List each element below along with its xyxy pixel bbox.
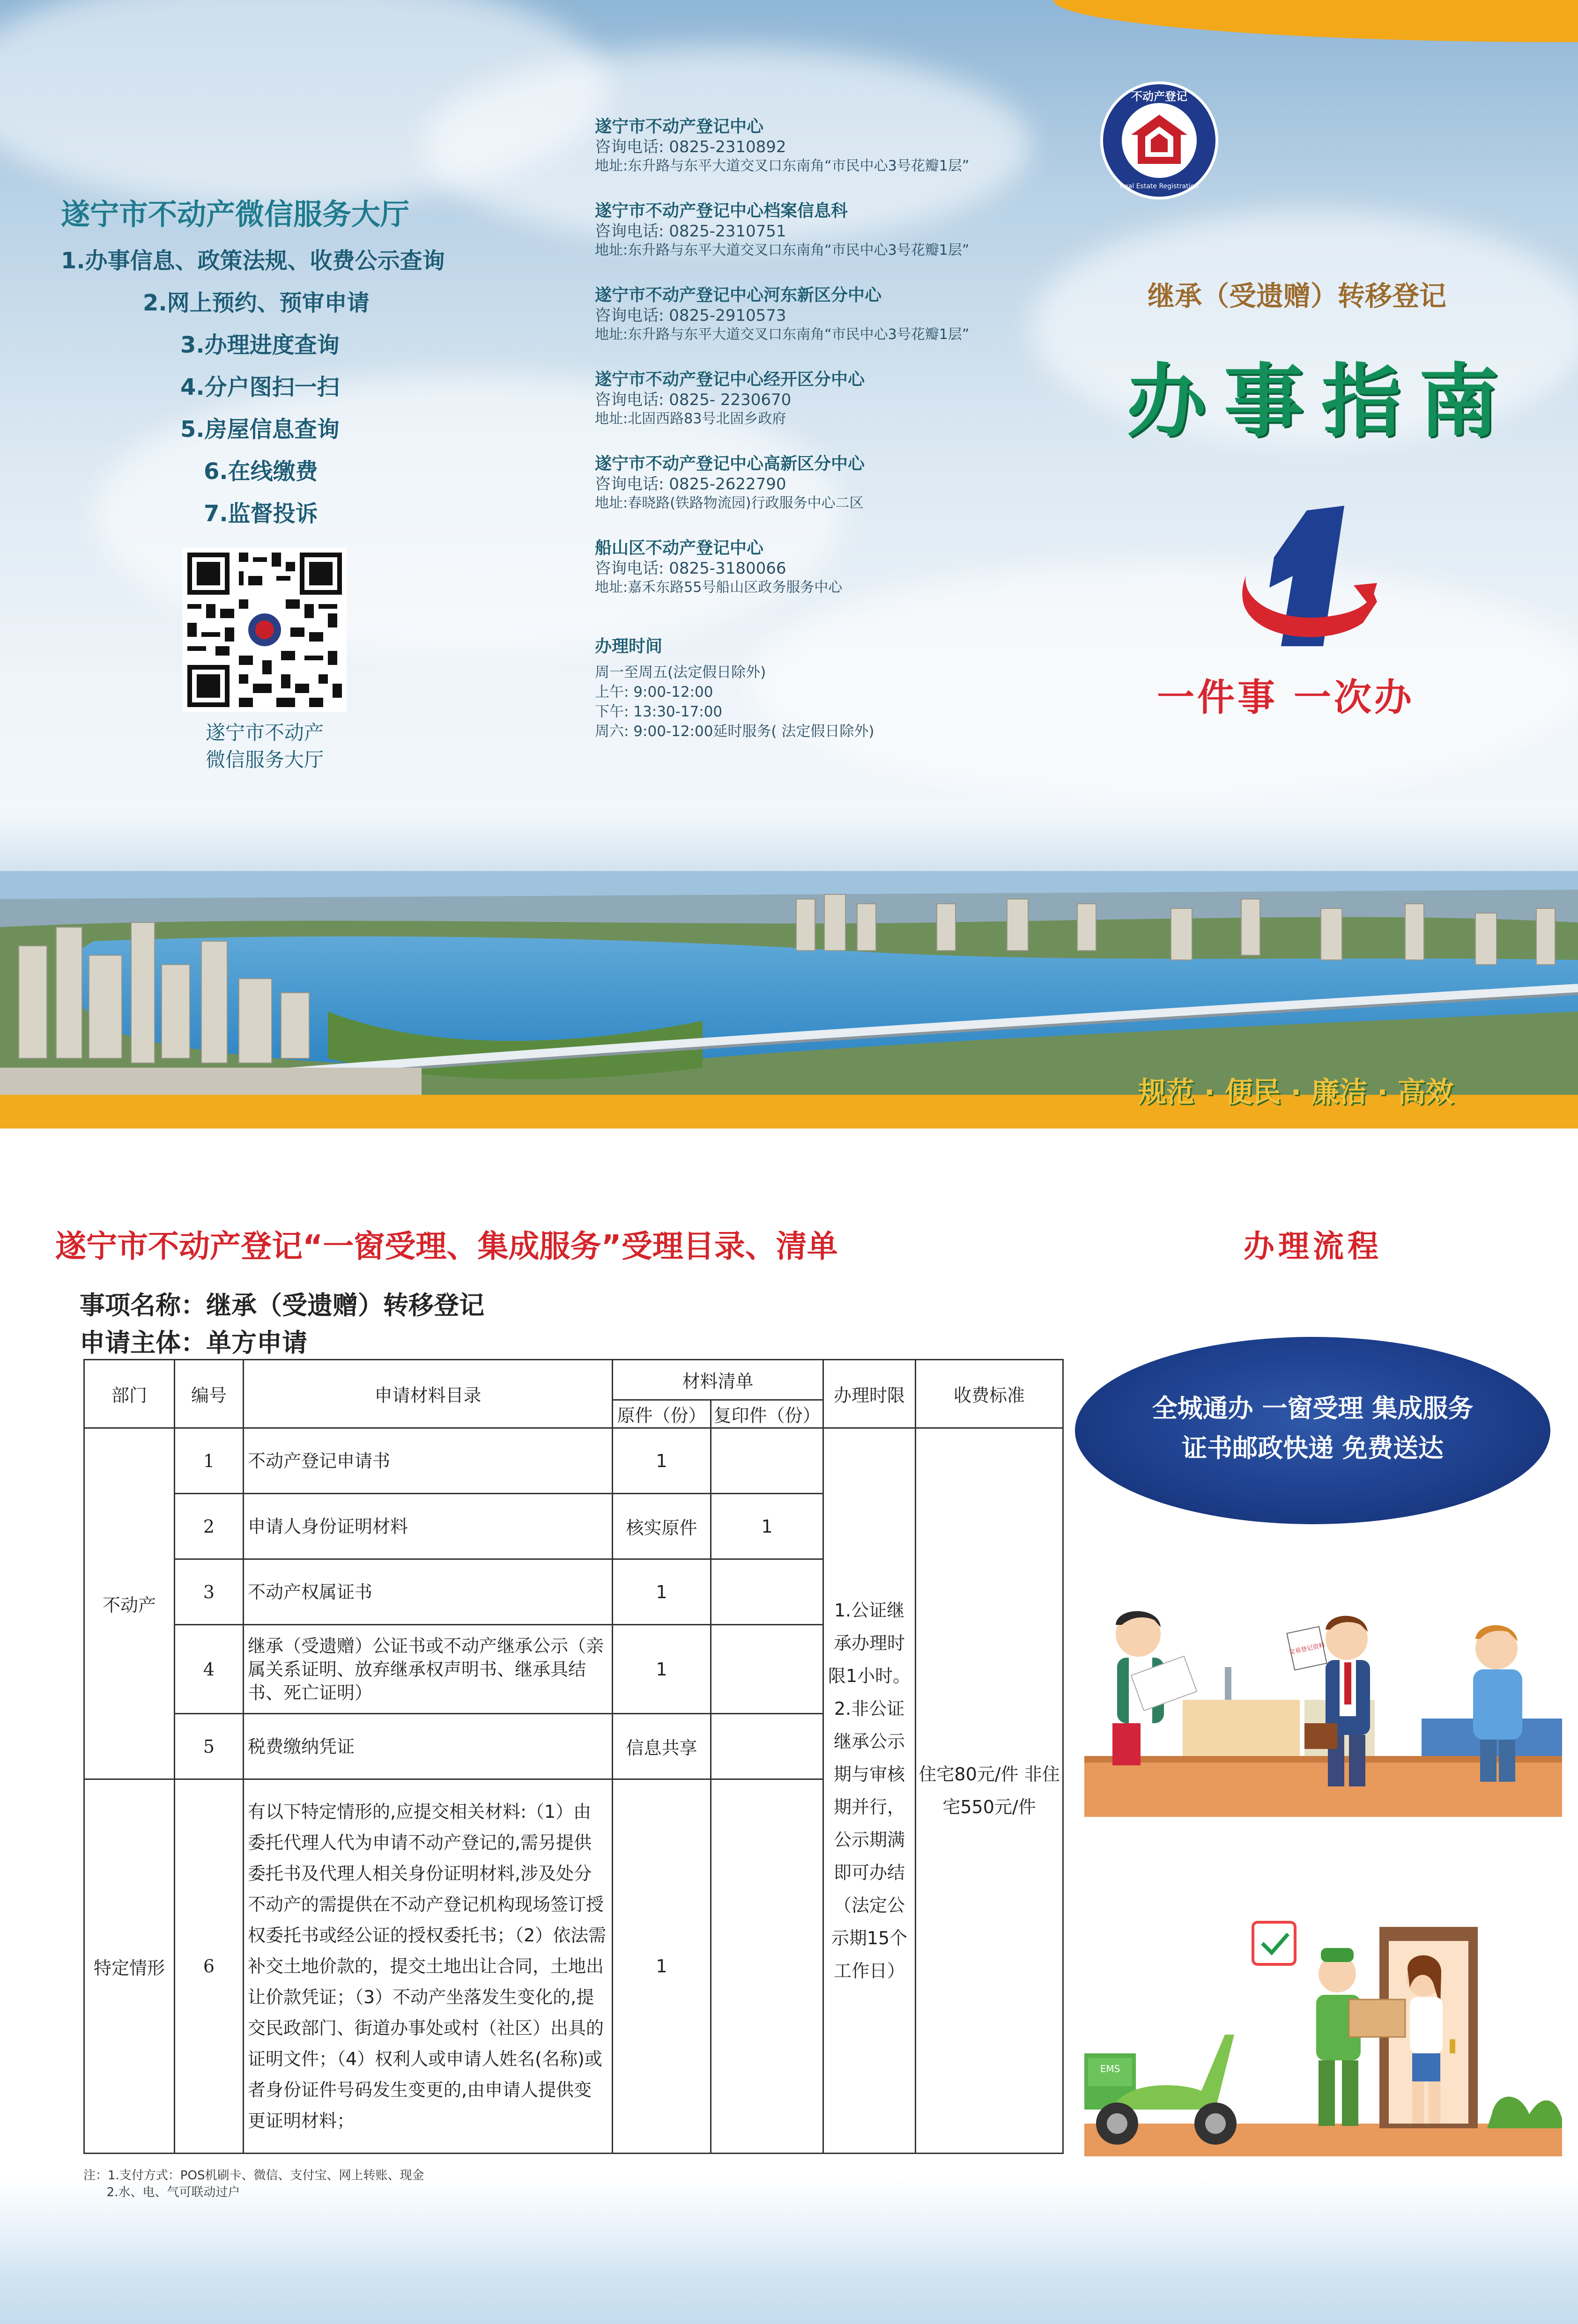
row-no: 6 xyxy=(175,1779,244,2154)
qr-caption: 遂宁市不动产 xyxy=(205,721,324,744)
office-phone: 咨询电话: 0825-2310751 xyxy=(595,222,786,241)
hours-title: 办理时间 xyxy=(595,637,663,656)
qr-caption: 微信服务大厅 xyxy=(205,748,324,771)
wechat-feature-item: 1.办事信息、政策法规、收费公示查询 xyxy=(61,248,445,274)
row-copy xyxy=(711,1428,823,1494)
office-address: 地址:春晓路(铁路物流园)行政服务中心二区 xyxy=(595,495,864,511)
item-name: 事项名称：继承（受遗赠）转移登记 xyxy=(80,1291,484,1320)
office-block xyxy=(595,282,969,344)
catalog-title: 遂宁市不动产登记“一窗受理、集成服务”受理目录、清单 xyxy=(55,1228,838,1264)
office-name: 船山区不动产登记中心 xyxy=(595,539,764,558)
row-copy xyxy=(711,1714,823,1779)
header-no: 编号 xyxy=(175,1360,244,1428)
group-dept: 不动产 xyxy=(84,1428,175,1779)
office-phone: 咨询电话: 0825-2910573 xyxy=(595,306,786,325)
process-title: 办理流程 xyxy=(1244,1228,1382,1264)
row-no: 5 xyxy=(175,1714,244,1779)
payment-notes: 注：1.支付方式：POS机刷卡、微信、支付宝、网上转账、现金 2.水、电、气可联动过户 xyxy=(83,2169,424,2199)
header-fee: 收费标准 xyxy=(916,1360,1063,1428)
wechat-feature-item: 4.分户图扫一扫 xyxy=(180,374,340,400)
logo-text-bottom: Real Estate Registration xyxy=(1120,183,1199,190)
row-material: 不动产登记申请书 xyxy=(244,1428,613,1494)
header-time: 办理时限 xyxy=(823,1360,916,1428)
wechat-qr-code[interactable] xyxy=(183,548,347,712)
row-copy xyxy=(711,1625,823,1714)
row-material: 申请人身份证明材料 xyxy=(244,1494,613,1559)
number-one-arrow-graphic xyxy=(1237,506,1377,660)
guide-title: 办事指南 xyxy=(1126,355,1517,448)
group-special: 特定情形 xyxy=(84,1779,175,2154)
wechat-feature-item: 2.网上预约、预审申请 xyxy=(143,290,370,316)
orange-corner-band xyxy=(1053,0,1578,42)
row-material: 有以下特定情形的,应提交相关材料:（1）由委托代理人代为申请不动产登记的,需另提供委托书及代理人相关身份证明材料,涉及处分不动产的需提供在不动产登记机构现场签订授权委托书或经公证的授权委托书；（2）依法需补交土地价款的，提交土地出让合同，土地出让价款凭证；（3）不动产坐落发生变化的,提交民政部门、街道办事处或村（社区）出具的证明文件；（4）权利人或申请人姓名(名称)或者身份证件号码发生变更的,由申请人提供变更证明材料； xyxy=(244,1779,613,2154)
hours-line: 下午: 13:30-17:00 xyxy=(595,703,723,720)
row-copy xyxy=(711,1779,823,2154)
office-phone: 咨询电话: 0825-3180066 xyxy=(595,559,786,578)
header-original: 原件（份） xyxy=(613,1400,711,1428)
office-name: 遂宁市不动产登记中心档案信息科 xyxy=(595,201,848,221)
row-no: 4 xyxy=(175,1625,244,1714)
office-name: 遂宁市不动产登记中心高新区分中心 xyxy=(595,454,865,473)
fee-standard: 住宅80元/件 非住宅550元/件 xyxy=(916,1428,1063,2154)
wechat-feature-item: 3.办理进度查询 xyxy=(180,332,340,358)
wechat-hall-title: 遂宁市不动产微信服务大厅 xyxy=(61,197,410,231)
office-block xyxy=(595,366,865,428)
office-block xyxy=(595,450,865,513)
one-thing-slogan: 一件事 一次办 xyxy=(1157,675,1415,719)
materials-table xyxy=(83,1359,1064,2154)
table-row xyxy=(84,1428,1063,1494)
row-original: 1 xyxy=(613,1625,711,1714)
time-limit: 1.公证继承办理时限1小时。2.非公证继承公示期与审核期并行，公示期满即可办结（法定公示期15个工作日） xyxy=(823,1428,916,2154)
illus-bag-label: EMS xyxy=(1100,2063,1120,2074)
real-estate-registration-logo xyxy=(1098,80,1220,201)
counter-service-illustration xyxy=(1084,1606,1562,1822)
row-original: 1 xyxy=(613,1428,711,1494)
row-no: 3 xyxy=(175,1559,244,1625)
office-name: 遂宁市不动产登记中心经开区分中心 xyxy=(595,370,865,389)
hours-line: 周六: 9:00-12:00延时服务( 法定假日除外) xyxy=(595,723,874,740)
row-copy: 1 xyxy=(711,1494,823,1559)
office-address: 地址:东升路与东平大道交叉口东南角“市民中心3号花瓣1层” xyxy=(595,158,970,174)
row-original: 1 xyxy=(613,1779,711,2154)
office-block xyxy=(595,198,969,260)
header-dept: 部门 xyxy=(84,1360,175,1428)
header-copy: 复印件（份） xyxy=(711,1400,823,1428)
guide-subtitle: 继承（受遗赠）转移登记 xyxy=(1148,280,1447,312)
office-address: 地址:北固西路83号北固乡政府 xyxy=(595,411,786,427)
row-original: 1 xyxy=(613,1559,711,1625)
row-material: 不动产权属证书 xyxy=(244,1559,613,1625)
row-original: 核实原件 xyxy=(613,1494,711,1559)
office-phone: 咨询电话: 0825- 2230670 xyxy=(595,391,792,409)
hours-line: 上午: 9:00-12:00 xyxy=(595,684,713,701)
logo-text-top: 不动产登记 xyxy=(1131,90,1187,103)
office-block xyxy=(595,535,842,597)
row-no: 1 xyxy=(175,1428,244,1494)
wechat-feature-item: 5.房屋信息查询 xyxy=(180,416,340,443)
row-material: 继承（受遗赠）公证书或不动产继承公示（亲属关系证明、放弃继承权声明书、继承具结书、死亡证明） xyxy=(244,1625,613,1714)
wechat-feature-item: 6.在线缴费 xyxy=(204,458,318,485)
office-phone: 咨询电话: 0825-2310892 xyxy=(595,138,786,156)
illus-doc-label: 交易登记资料 xyxy=(1288,1642,1326,1656)
header-list: 材料清单 xyxy=(613,1360,823,1400)
office-address: 地址:东升路与东平大道交叉口东南角“市民中心3号花瓣1层” xyxy=(595,242,970,258)
wechat-feature-item: 7.监督投诉 xyxy=(204,501,318,527)
applicant-type: 申请主体：单方申请 xyxy=(80,1328,307,1358)
header-materials: 申请材料目录 xyxy=(244,1360,613,1428)
office-address: 地址:嘉禾东路55号船山区政务服务中心 xyxy=(595,579,843,596)
office-block xyxy=(595,113,969,176)
row-original: 信息共享 xyxy=(613,1714,711,1779)
service-line: 证书邮政快递 免费送达 xyxy=(1182,1433,1444,1463)
row-copy xyxy=(711,1559,823,1625)
office-address: 地址:东升路与东平大道交叉口东南角“市民中心3号花瓣1层” xyxy=(595,326,970,343)
office-phone: 咨询电话: 0825-2622790 xyxy=(595,475,786,494)
home-delivery-illustration xyxy=(1084,1913,1562,2166)
hours-line: 周一至周五(法定假日除外) xyxy=(595,664,766,681)
row-material: 税费缴纳凭证 xyxy=(244,1714,613,1779)
cover-panel xyxy=(0,0,1578,1129)
office-name: 遂宁市不动产登记中心 xyxy=(595,117,764,136)
row-no: 2 xyxy=(175,1494,244,1559)
service-line: 全城通办 一窗受理 集成服务 xyxy=(1152,1394,1474,1423)
service-motto: 规范 · 便民 · 廉洁 · 高效 xyxy=(1138,1076,1454,1109)
office-name: 遂宁市不动产登记中心河东新区分中心 xyxy=(595,286,882,305)
service-banner xyxy=(1075,1337,1550,1524)
